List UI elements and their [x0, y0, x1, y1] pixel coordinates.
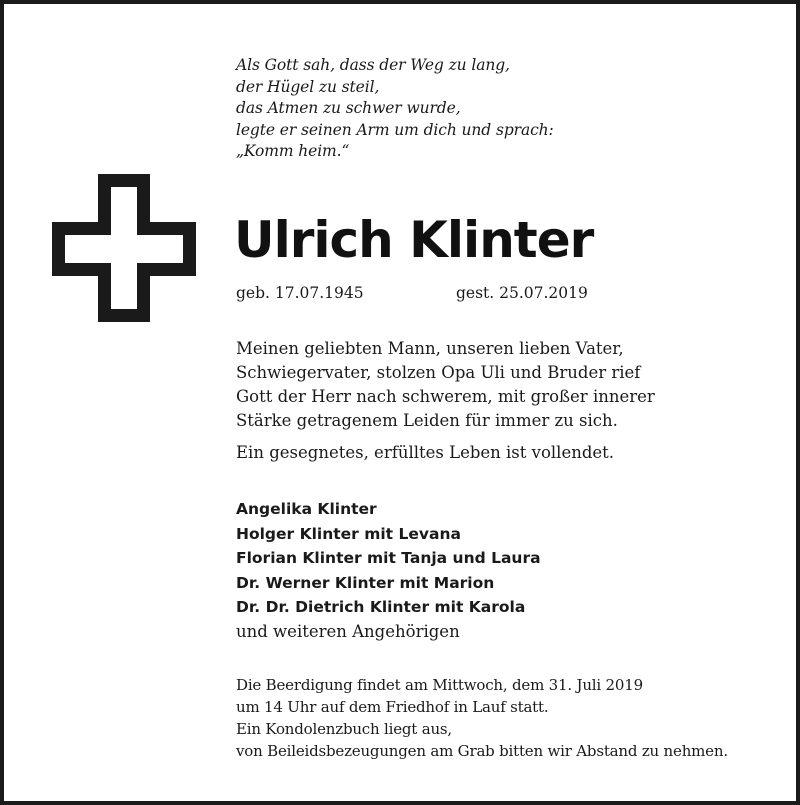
cross-icon — [50, 172, 198, 324]
mourner-name: Dr. Dr. Dietrich Klinter mit Karola — [236, 598, 526, 616]
mourner-name: Florian Klinter mit Tanja und Laura — [236, 549, 541, 567]
birth-date: geb. 17.07.1945 — [236, 284, 364, 302]
message-line: Meinen geliebten Mann, unseren lieben Vater, — [236, 339, 624, 358]
message-line: Gott der Herr nach schwerem, mit großer innerer — [236, 387, 655, 406]
funeral-line: Die Beerdigung findet am Mittwoch, dem 31. Juli 2019 — [236, 676, 643, 694]
message-line: Stärke getragenem Leiden für immer zu sich. — [236, 411, 618, 430]
closing-line: Ein gesegnetes, erfülltes Leben ist vollendet. — [236, 443, 615, 462]
funeral-line: um 14 Uhr auf dem Friedhof in Lauf statt. — [236, 698, 549, 716]
mourner-name: Holger Klinter mit Levana — [236, 524, 461, 543]
mourners-list — [236, 497, 541, 644]
relatives-line: und weiteren Angehörigen — [236, 621, 460, 641]
funeral-line: von Beileidsbezeugungen am Grab bitten wir Abstand zu nehmen. — [236, 742, 728, 760]
mourner-name: Angelika Klinter — [236, 500, 377, 518]
deceased-name: Ulrich Klinter — [234, 211, 594, 269]
funeral-info — [236, 674, 728, 762]
message-paragraph — [236, 337, 655, 433]
poem — [236, 55, 554, 163]
death-date: gest. 25.07.2019 — [456, 284, 588, 302]
poem-line: legte er seinen Arm um dich und sprach: — [236, 120, 554, 139]
poem-line: „Komm heim.“ — [236, 142, 350, 160]
mourner-name: Dr. Werner Klinter mit Marion — [236, 573, 495, 592]
poem-line: Als Gott sah, dass der Weg zu lang, — [236, 56, 510, 74]
poem-line: der Hügel zu steil, — [236, 77, 380, 96]
funeral-line: Ein Kondolenzbuch liegt aus, — [236, 720, 452, 738]
message-line: Schwiegervater, stolzen Opa Uli und Bruder rief — [236, 363, 641, 382]
poem-line: das Atmen zu schwer wurde, — [236, 99, 461, 117]
